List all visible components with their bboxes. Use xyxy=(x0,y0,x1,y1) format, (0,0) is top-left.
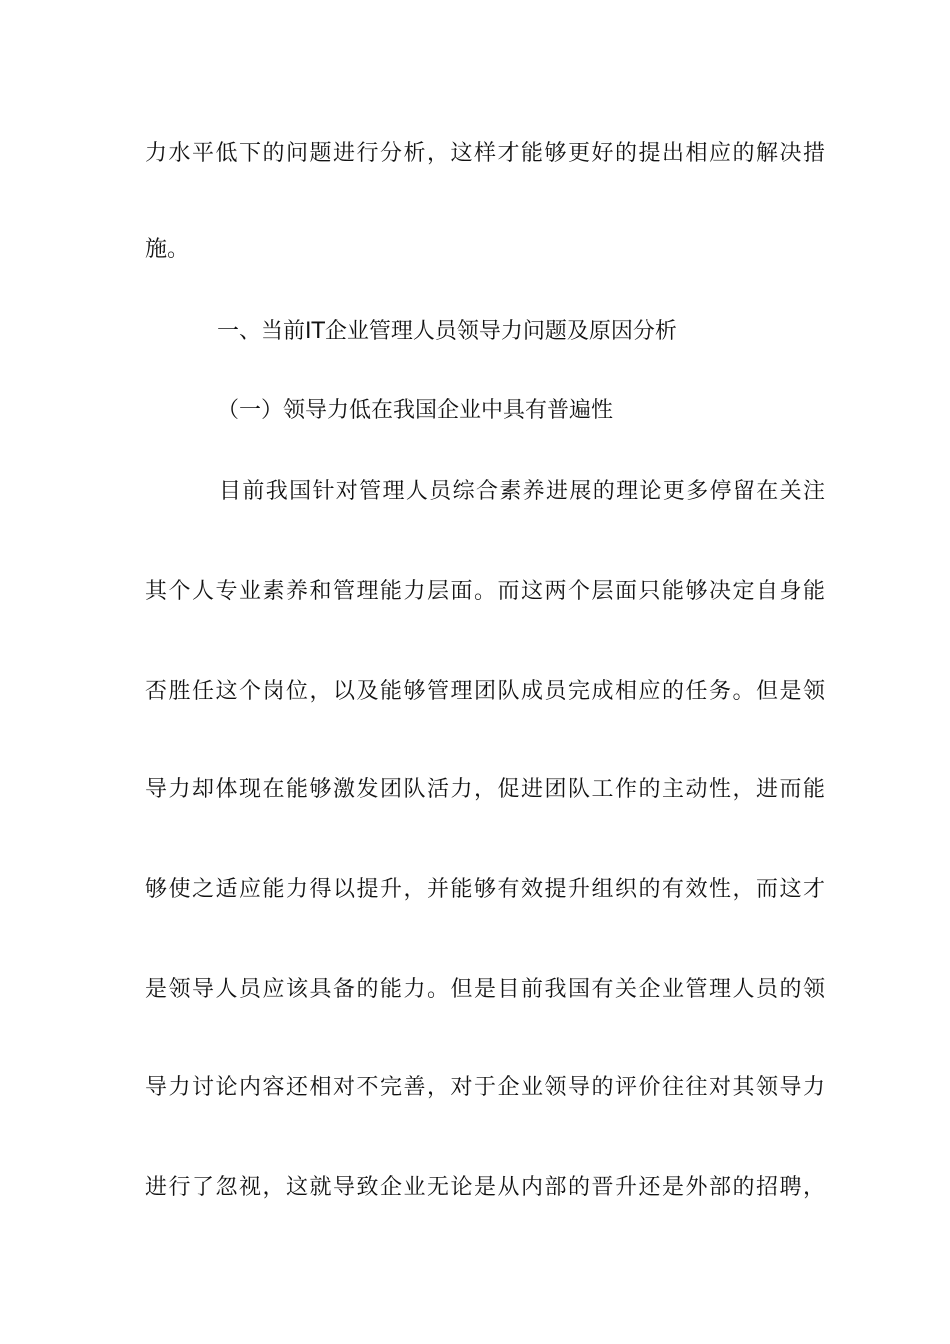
text-line: 其个人专业素养和管理能力层面。而这两个层面只能够决定自身能 xyxy=(145,579,825,604)
text-line: 否胜任这个岗位，以及能够管理团队成员完成相应的任务。但是领 xyxy=(145,679,825,704)
text-line: 施。 xyxy=(145,237,190,262)
text-line: 导力却体现在能够激发团队活力，促进团队工作的主动性，进而能 xyxy=(145,777,825,802)
text-line: 够使之适应能力得以提升，并能够有效提升组织的有效性，而这才 xyxy=(145,877,825,902)
text-line: 导力讨论内容还相对不完善，对于企业领导的评价往往对其领导力 xyxy=(145,1075,825,1100)
text-line: 是领导人员应该具备的能力。但是目前我国有关企业管理人员的领 xyxy=(145,977,825,1002)
section-heading: 一、当前IT企业管理人员领导力问题及原因分析 xyxy=(217,319,677,344)
subsection-heading: （一）领导力低在我国企业中具有普遍性 xyxy=(217,398,614,423)
text-line: 进行了忽视，这就导致企业无论是从内部的晋升还是外部的招聘， xyxy=(145,1175,825,1200)
text-line: 目前我国针对管理人员综合素养进展的理论更多停留在关注 xyxy=(219,479,825,504)
text-line: 力水平低下的问题进行分析，这样才能够更好的提出相应的解决措 xyxy=(145,141,825,166)
